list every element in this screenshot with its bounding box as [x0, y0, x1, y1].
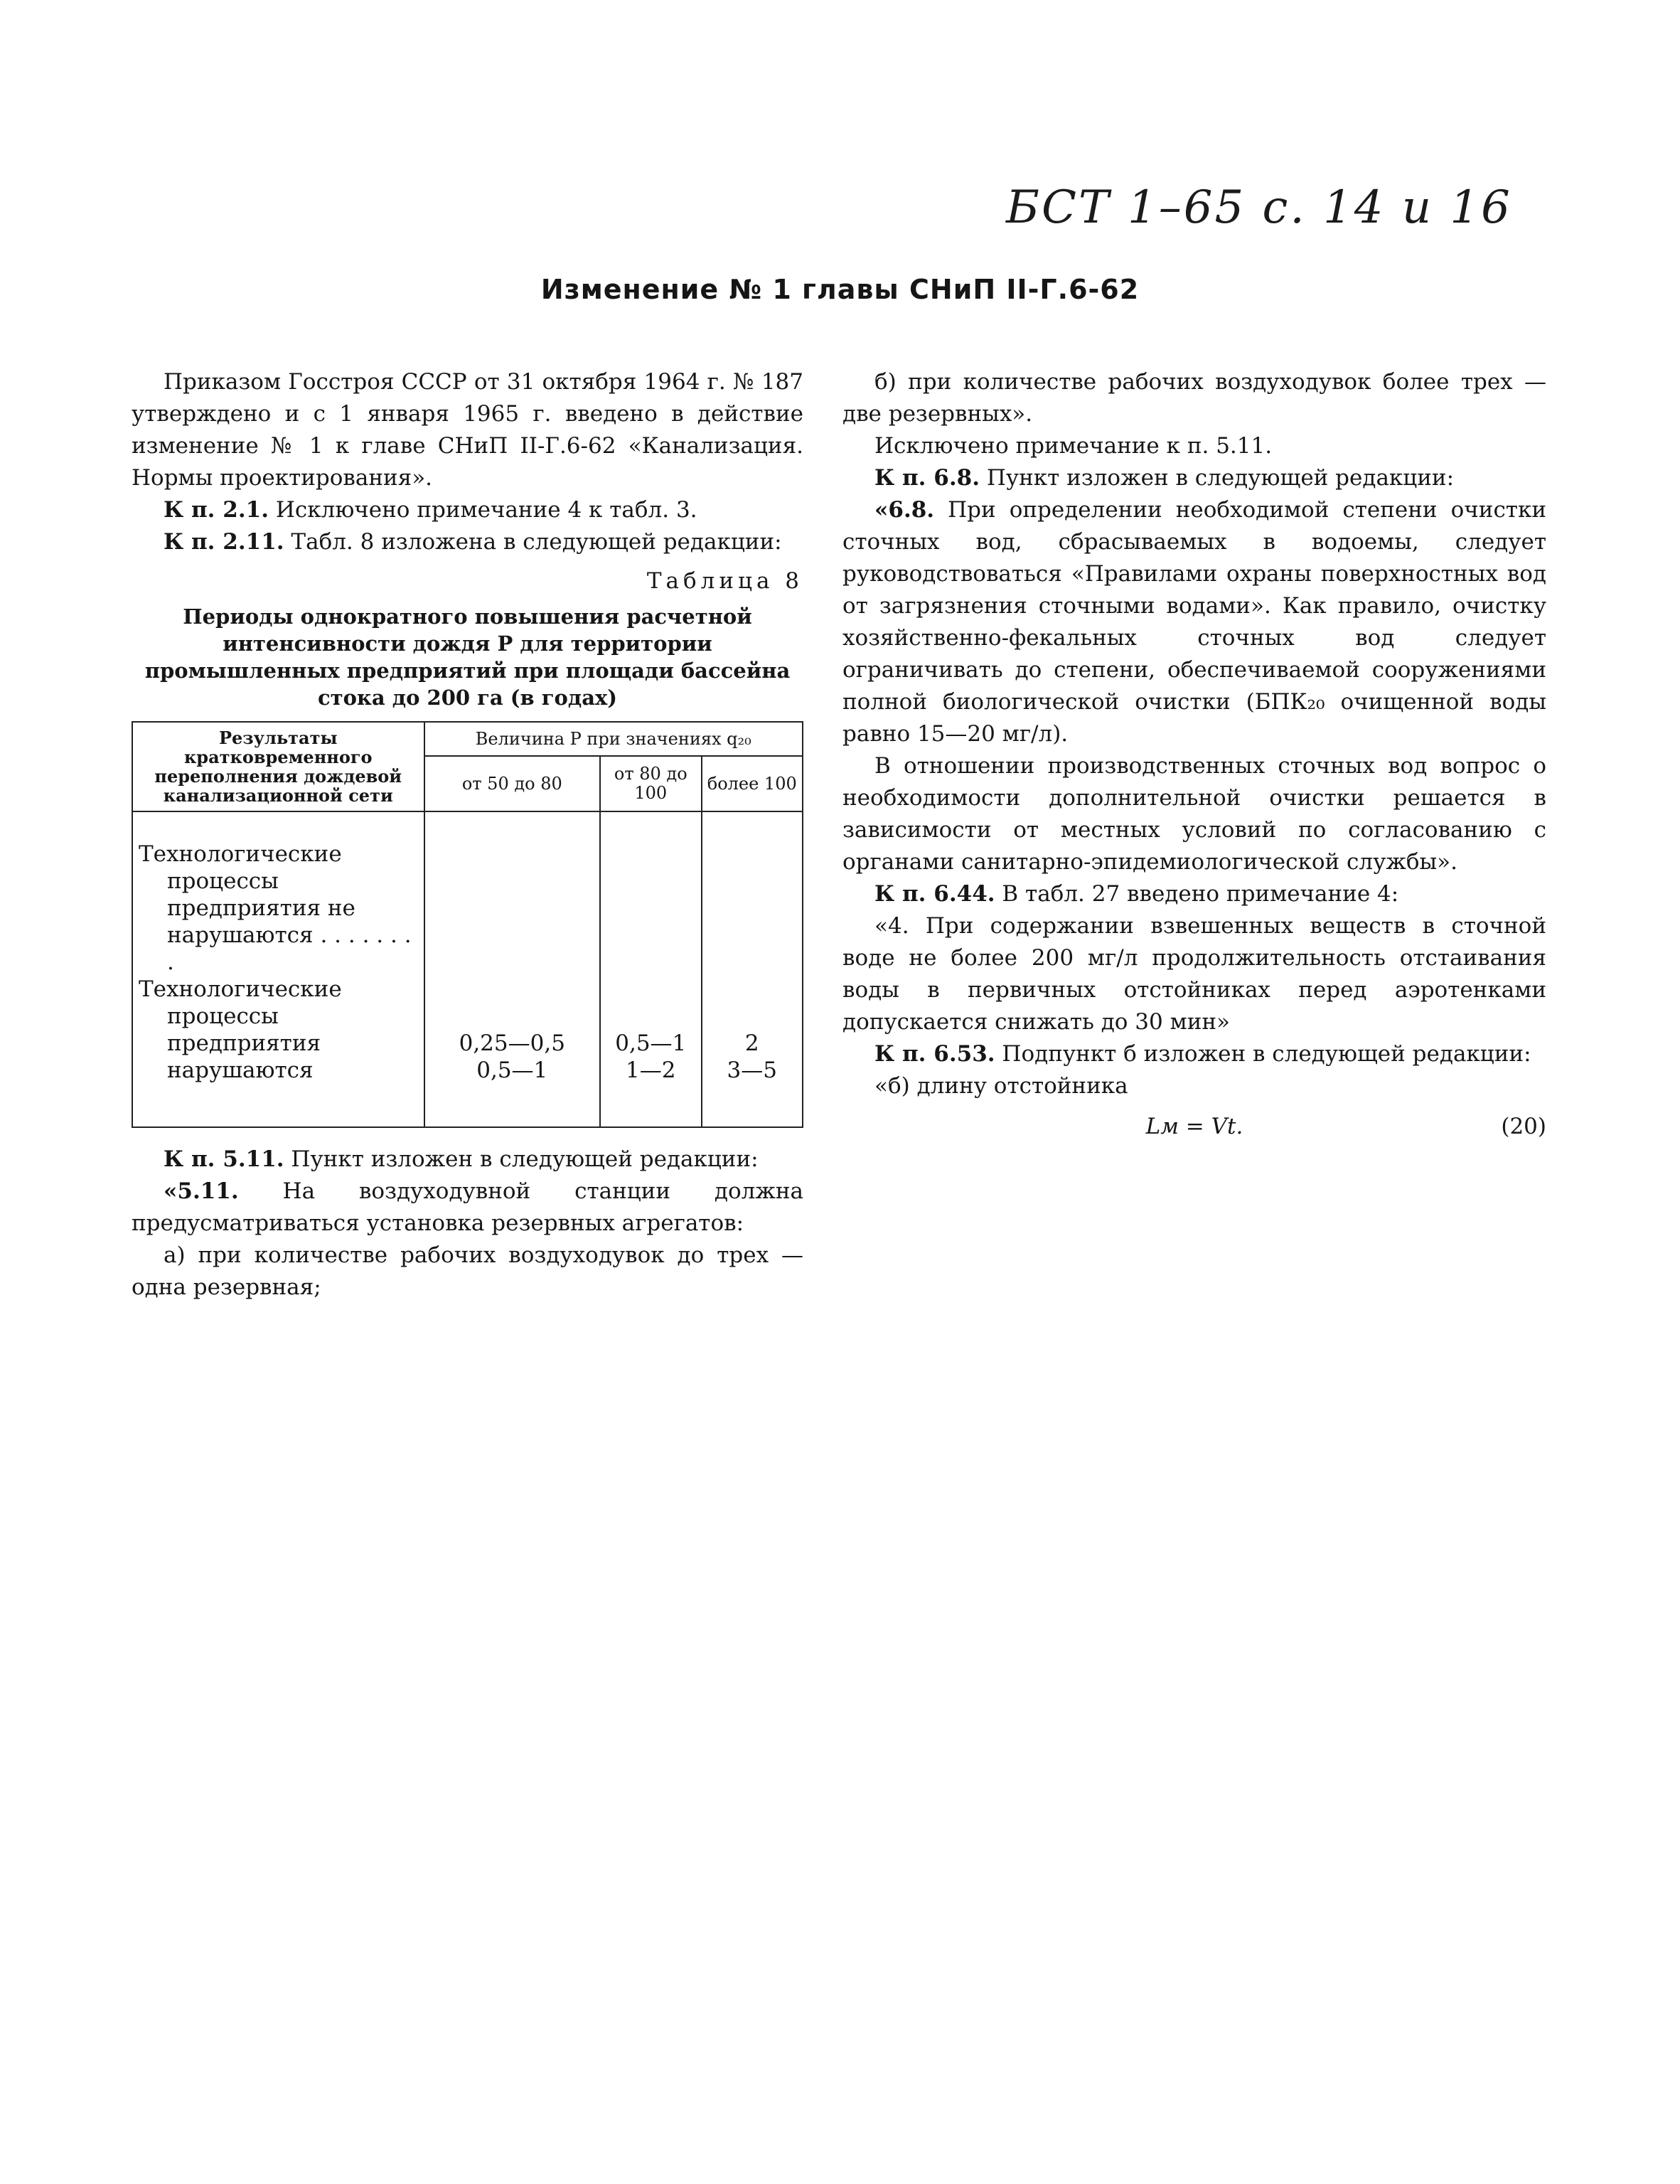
left-column	[132, 366, 803, 1304]
paragraph-5-11	[132, 1144, 803, 1176]
table-title: Периоды однократного повышения расчетной интенсивности дождя Р для территории промышленных предприятий при площади бассейна стока до 200 га (в годах)	[144, 604, 791, 710]
table-label: Таблица 8	[646, 568, 803, 594]
table-row	[132, 811, 803, 1127]
table-row-names	[132, 811, 424, 1127]
item-b: б) при количестве рабочих воздуходувок более трех — две резервных».	[842, 369, 1546, 427]
row-name: Технологические процессы предприятия не нарушаются . . . . . . . .	[139, 841, 412, 975]
table-header-group: Величина Р при значениях q₂₀	[424, 722, 803, 756]
right-column	[842, 366, 1546, 1143]
quote-6-8	[842, 494, 1546, 750]
paragraph-6-44	[842, 878, 1546, 910]
quote-6-44: «4. При содержании взвешенных веществ в сточной воде не более 200 мг/л продолжительность отстаивания воды в первичных отстойниках перед аэротенками допускается снижать до 30 мин»	[842, 913, 1546, 1035]
table-header-col3: более 100	[702, 756, 803, 811]
quote-6-8-continued: В отношении производственных сточных вод вопрос о необходимости дополнительной очистки решается в зависимости от местных условий по согласованию с органами санитарно-эпидемиологической службы».	[842, 753, 1546, 875]
table-header-col1: от 50 до 80	[424, 756, 601, 811]
text-2-11: Табл. 8 изложена в следующей редакции:	[284, 529, 782, 555]
text-2-1: Исключено примечание 4 к табл. 3.	[269, 497, 697, 523]
table-col1-values	[424, 811, 601, 1127]
quote-text-6-8: При определении необходимой степени очистки сточных вод, сбрасываемых в водоемы, следует руководствоваться «Правилами охраны поверхностных вод от загрязнения сточными водами». Как правило, очистку хозяйственно-фекальных сточных вод следует ограничивать до степени, обеспечиваемой сооружениями полной биологической очистки (БПК₂₀ очищенной воды равно 15—20 мг/л).	[842, 497, 1546, 747]
document-title: Изменение № 1 главы СНиП II-Г.6-62	[540, 274, 1140, 305]
quote-ref-6-8: «6.8.	[874, 497, 935, 523]
table-8	[132, 721, 803, 1128]
ref-5-11: К п. 5.11.	[164, 1146, 284, 1172]
paragraph-6-53	[842, 1038, 1546, 1070]
item-a: а) при количестве рабочих воздуходувок до трех — одна резервная;	[132, 1242, 803, 1300]
paragraph-6-8	[842, 462, 1546, 494]
cell-value: 1—2	[626, 1058, 676, 1083]
ref-6-44: К п. 6.44.	[874, 881, 995, 907]
formula	[842, 1111, 1546, 1143]
cell-value: 0,5—1	[615, 1030, 687, 1056]
text-6-8: Пункт изложен в следующей редакции:	[980, 465, 1455, 491]
ref-6-8: К п. 6.8.	[874, 465, 980, 491]
paragraph-2-1	[132, 494, 803, 526]
quote-5-11	[132, 1176, 803, 1240]
quote-ref-5-11: «5.11.	[164, 1178, 239, 1204]
text-6-44: В табл. 27 введено примечание 4:	[995, 881, 1399, 907]
ref-6-53: К п. 6.53.	[874, 1041, 995, 1067]
quote-6-53: «б) длину отстойника	[874, 1073, 1128, 1099]
cell-value: 3—5	[727, 1058, 777, 1083]
table-col3-values	[702, 811, 803, 1127]
formula-number: (20)	[1501, 1114, 1546, 1139]
cell-value: 0,5—1	[476, 1058, 548, 1083]
text-5-11: Пункт изложен в следующей редакции:	[284, 1146, 759, 1172]
quote-text-5-11: На воздуходувной станции должна предусматриваться установка резервных агрегатов:	[132, 1178, 803, 1236]
table-header-col2: от 80 до 100	[600, 756, 701, 811]
table-col2-values	[600, 811, 701, 1127]
intro-paragraph: Приказом Госстроя СССР от 31 октября 1964 г. № 187 утверждено и с 1 января 1965 г. введено в действие изменение № 1 к главе СНиП II-Г.6-62 «Канализация. Нормы проектирования».	[132, 369, 803, 491]
ref-2-1: К п. 2.1.	[164, 497, 269, 523]
formula-expression: Lм = Vt.	[1145, 1114, 1243, 1139]
ref-2-11: К п. 2.11.	[164, 529, 284, 555]
table-header-results: Результаты кратковременного переполнения дождевой канализационной сети	[132, 722, 424, 811]
text-6-53: Подпункт б изложен в следующей редакции:	[995, 1041, 1531, 1067]
paragraph-2-11	[132, 526, 803, 558]
cell-value: 2	[744, 1030, 759, 1056]
row-name: Технологические процессы предприятия нарушаются	[139, 976, 342, 1083]
cell-value: 0,25—0,5	[459, 1030, 565, 1056]
excluded-note: Исключено примечание к п. 5.11.	[874, 433, 1273, 459]
handwritten-note: БСТ 1–65 с. 14 и 16	[1006, 181, 1512, 234]
